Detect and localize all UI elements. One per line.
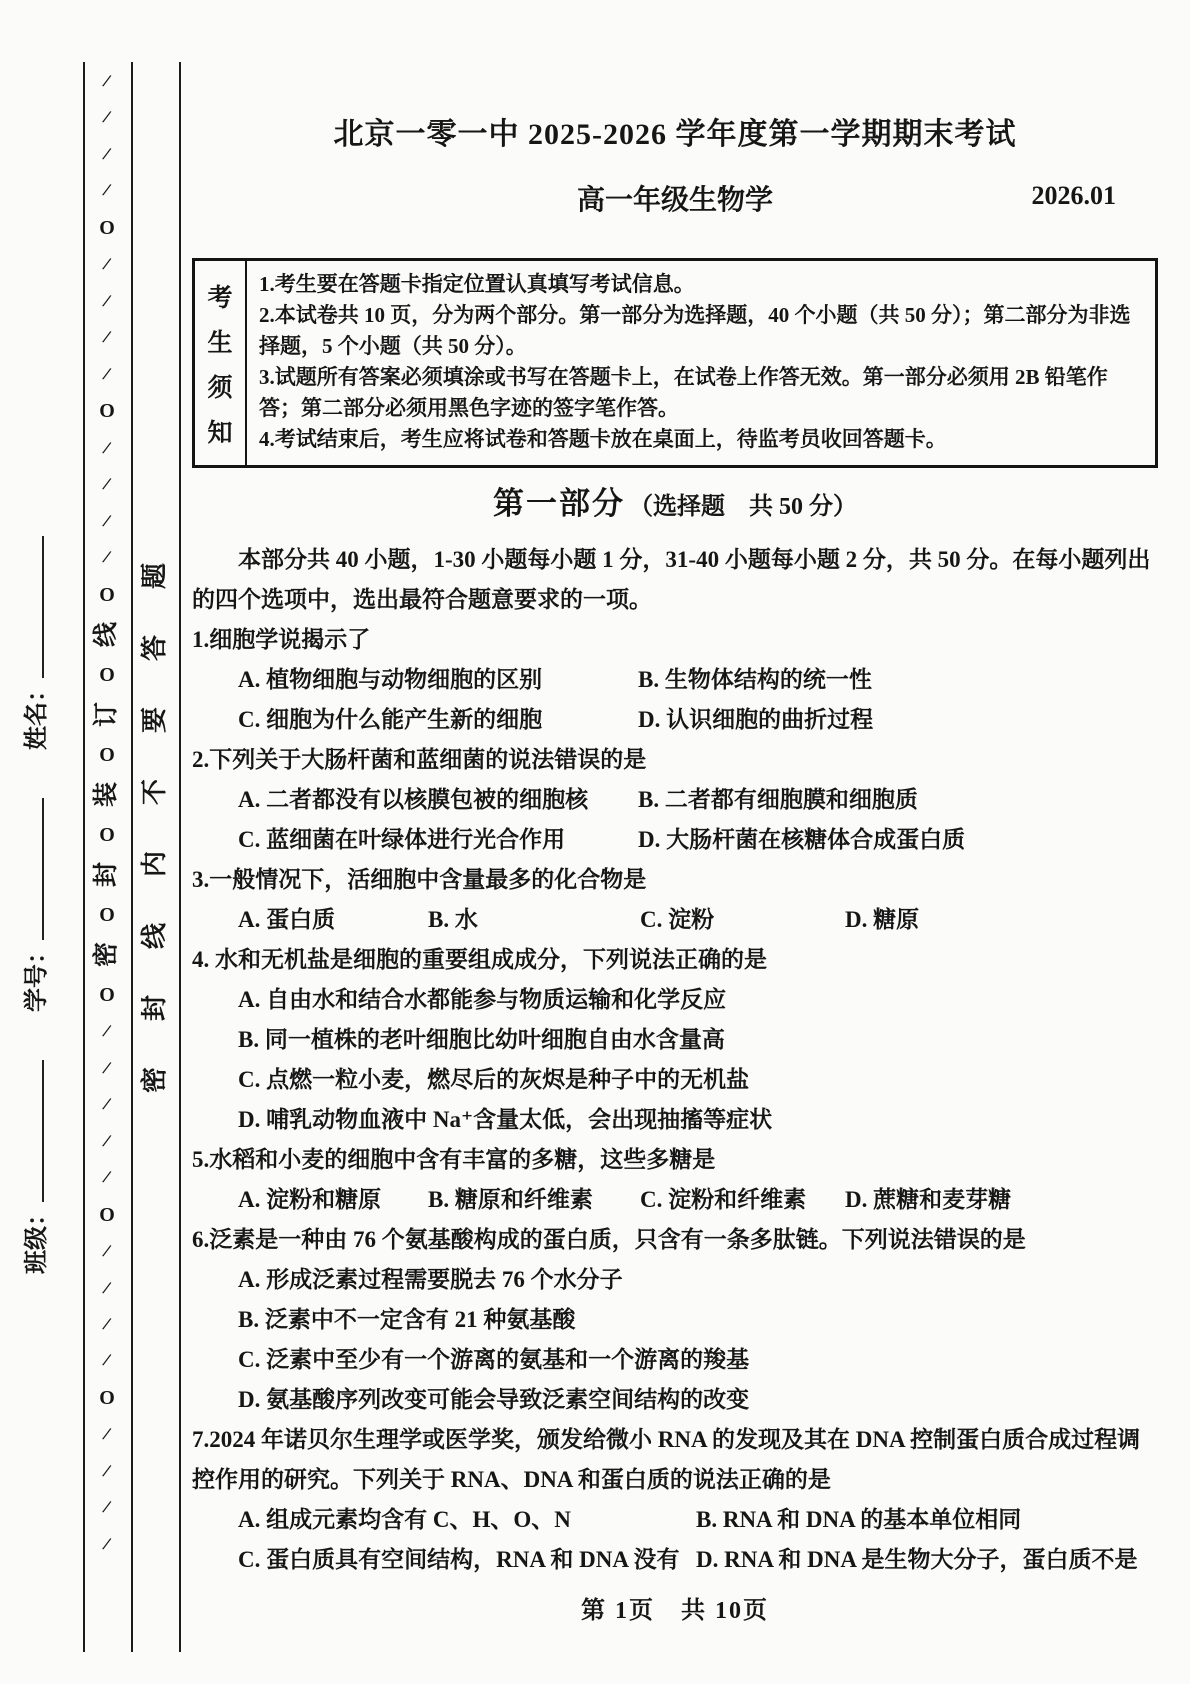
option: A. 二者都没有以核膜包被的细胞核 [238,787,589,812]
option: A. 自由水和结合水都能参与物质运输和化学反应 [238,987,727,1012]
question-options [192,780,1158,860]
seal-circle: O [99,583,115,606]
inner-strip-char: 封 [139,994,169,1022]
question-options [192,660,1158,740]
option: D. 氨基酸序列改变可能会导致泛素空间结构的改变 [238,1387,750,1412]
option: A. 形成泛素过程需要脱去 76 个水分子 [238,1267,623,1292]
seal-slash: / [101,1460,113,1483]
seal-circle: O [99,1203,115,1226]
notice-item: 4.考试结束后，考生应将试卷和答题卡放在桌面上，待监考员收回答题卡。 [259,427,947,451]
inner-strip-char: 密 [139,1066,169,1094]
option: D. 大肠杆菌在核糖体合成蛋白质 [638,827,966,852]
seal-slash: / [101,1093,113,1116]
seal-char: 订 [93,702,121,728]
option: D. 哺乳动物血液中 Na⁺含量太低，会出现抽搐等症状 [238,1107,773,1132]
question-3 [192,860,1158,940]
student-id-label: 学号： [24,940,50,1012]
question-options [192,1260,1158,1420]
seal-circle: O [99,903,115,926]
questions [192,620,1158,1580]
seal-circle: O [99,983,115,1006]
seal-slash: / [101,290,113,313]
option: C. 淀粉和纤维素 [640,1187,807,1212]
question-stem: 5.水稻和小麦的细胞中含有丰富的多糖，这些多糖是 [192,1147,716,1172]
option: C. 细胞为什么能产生新的细胞 [238,707,543,732]
seal-circle: O [99,1386,115,1409]
inner-strip-char: 题 [139,562,169,590]
class-label: 班级： [24,1202,50,1274]
seal-slash: / [101,180,113,202]
question-options [192,1180,1158,1220]
seal-circle: O [99,743,115,766]
notice-side-char: 知 [207,419,233,447]
question-stem: 4. 水和无机盐是细胞的重要组成成分，下列说法正确的是 [192,947,767,972]
option: A. 淀粉和糖原 [238,1187,382,1212]
question-stem: 1.细胞学说揭示了 [192,627,371,652]
inner-strip-char: 线 [139,922,169,950]
section-heading [192,482,1158,532]
seal-slash: / [101,1166,113,1189]
seal-slash: / [101,1277,113,1299]
seal-slash: / [101,1020,113,1043]
name-blank [17,536,44,678]
option: C. 点燃一粒小麦，燃尽后的灰烬是种子中的无机盐 [238,1067,750,1092]
seal-slash: / [101,107,113,129]
student-info-labels [16,432,51,1342]
seal-circle: O [99,663,115,686]
option: B. RNA 和 DNA 的基本单位相同 [696,1507,1022,1532]
seal-slash: / [101,546,113,569]
question-1 [192,620,1158,740]
inner-strip-char: 不 [139,778,169,806]
seal-char: 封 [93,862,121,888]
seal-slash: / [101,510,113,533]
inner-strip-char: 内 [139,850,169,878]
notice-side-char: 须 [207,374,233,402]
option: C. 蓝细菌在叶绿体进行光合作用 [238,827,566,852]
option: B. 水 [428,907,478,932]
seal-char: 装 [93,782,121,808]
question-2 [192,740,1158,860]
option: D. 认识细胞的曲折过程 [638,707,874,732]
question-options [192,1500,1158,1580]
question-5 [192,1140,1158,1220]
inner-strip-char: 答 [139,634,169,662]
name-label: 姓名： [24,678,50,750]
seal-char: 密 [93,942,121,968]
seal-char: 线 [93,622,121,648]
question-options [192,900,1158,940]
option: B. 生物体结构的统一性 [638,667,872,692]
question-4 [192,940,1158,1140]
inner-strip [132,563,178,1093]
option: B. 泛素中不一定含有 21 种氨基酸 [238,1307,576,1332]
subtitle-row [192,178,1158,218]
notice-body [247,261,1155,465]
seal-slash: / [101,363,113,386]
notice-item: 1.考生要在答题卡指定位置认真填写考试信息。 [259,272,695,296]
question-stem: 7.2024 年诺贝尔生理学或医学奖，颁发给微小 RNA 的发现及其在 DNA 控制蛋白质合成过程调控作用的研究。下列关于 RNA、DNA 和蛋白质的说法正确的是 [192,1427,1141,1492]
seal-slash: / [101,1313,113,1336]
seal-slash: / [101,474,113,496]
option: B. 同一植株的老叶细胞比幼叶细胞自由水含量高 [238,1027,725,1052]
question-stem: 3.一般情况下，活细胞中含量最多的化合物是 [192,867,647,892]
seal-strip [84,72,130,1554]
notice-item: 2.本试卷共 10 页，分为两个部分。第一部分为选择题，40 个小题（共 50 分）；第二部分为非选择题，5 个小题（共 50 分）。 [259,303,1131,358]
class-blank [17,1060,44,1202]
seal-slash: / [101,1424,113,1446]
exam-date: 2026.01 [1031,181,1116,210]
question-7 [192,1420,1158,1580]
seal-slash: / [101,437,113,460]
notice-side-char: 考 [207,284,233,312]
candidate-notice-box [192,258,1158,468]
seal-slash: / [101,1497,113,1519]
seal-slash: / [101,327,113,349]
option: B. 糖原和纤维素 [428,1187,593,1212]
notice-item: 3.试题所有答案必须填涂或书写在答题卡上，在试卷上作答无效。第一部分必须用 2B 铅笔作答；第二部分必须用黑色字迹的签字笔作答。 [259,365,1108,420]
exam-title: 北京一零一中 2025-2026 学年度第一学期期末考试 [333,118,1017,151]
seal-slash: / [101,1533,113,1556]
seal-rail-line-inner [179,62,181,1652]
section-title: 第一部分 [493,486,625,521]
question-options [192,980,1158,1140]
seal-slash: / [101,1350,113,1372]
inner-strip-char: 要 [139,706,169,734]
seal-circle: O [99,823,115,846]
question-6 [192,1220,1158,1420]
option: C. 淀粉 [640,907,715,932]
notice-side-char: 生 [207,329,233,357]
notice-side-label [195,261,247,465]
question-stem: 6.泛素是一种由 76 个氨基酸构成的蛋白质，只含有一条多肽链。下列说法错误的是 [192,1227,1026,1252]
option: A. 组成元素均含有 C、H、O、N [238,1507,571,1532]
section-subtitle: （选择题 共 50 分） [629,494,857,520]
option: A. 蛋白质 [238,907,336,932]
seal-slash: / [101,1240,113,1263]
student-id-blank [17,798,44,940]
section-intro: 本部分共 40 小题，1-30 小题每小题 1 分，31-40 小题每小题 2 分，共 50 分。在每小题列出的四个选项中，选出最符合题意要求的一项。 [192,547,1151,612]
seal-circle: O [99,216,115,239]
page-number: 第 1页 共 10页 [581,1598,769,1624]
exam-content [192,116,1158,1580]
option: A. 植物细胞与动物细胞的区别 [238,667,543,692]
option: D. 蔗糖和麦芽糖 [845,1187,1012,1212]
seal-slash: / [101,143,113,166]
seal-slash: / [101,70,113,93]
option: B. 二者都有细胞膜和细胞质 [638,787,918,812]
seal-circle: O [99,400,115,423]
option: C. 蛋白质具有空间结构，RNA 和 DNA 没有 [238,1547,680,1572]
seal-slash: / [101,1057,113,1079]
option: D. 糖原 [845,907,920,932]
exam-subject: 高一年级生物学 [576,185,773,216]
option: D. RNA 和 DNA 是生物大分子，蛋白质不是 [696,1547,1138,1572]
question-stem: 2.下列关于大肠杆菌和蓝细菌的说法错误的是 [192,747,647,772]
option: C. 泛素中至少有一个游离的氨基和一个游离的羧基 [238,1347,750,1372]
seal-slash: / [101,254,113,276]
seal-slash: / [101,1130,113,1152]
